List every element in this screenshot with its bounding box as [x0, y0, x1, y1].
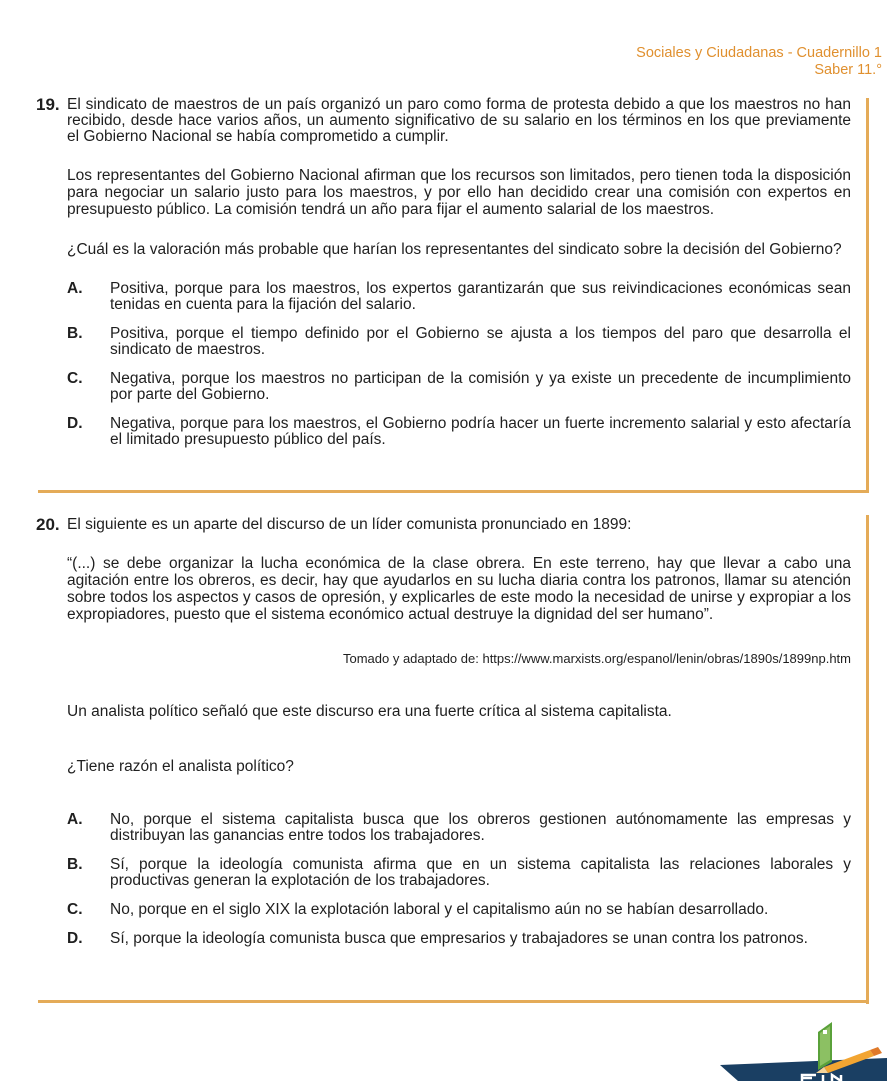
question-19-border-bottom: [38, 490, 869, 493]
option-text: No, porque en el siglo XIX la explotación laboral y el capitalismo aún no se habían desarrollado.: [110, 901, 769, 918]
question-19-option-c[interactable]: [67, 371, 851, 403]
option-letter: D.: [67, 930, 83, 947]
question-19-prompt: ¿Cuál es la valoración más probable que harían los representantes del sindicato sobre la decisión del Gobierno?: [67, 241, 842, 258]
option-text: No, porque el sistema capitalista busca que los obreros gestionen autónomamente las empresas y distribuyan las ganancias entre todos los trabajadores.: [110, 811, 851, 844]
question-20-border-bottom: [38, 1000, 869, 1003]
option-letter: A.: [67, 811, 83, 828]
question-19-option-b[interactable]: [67, 326, 851, 358]
question-19: [36, 95, 869, 448]
question-19-option-a[interactable]: [67, 281, 851, 313]
option-text: Sí, porque la ideología comunista busca que empresarios y trabajadores se unan contra los patronos.: [110, 930, 808, 947]
question-20-number: 20.: [36, 515, 60, 534]
question-19-context: Los representantes del Gobierno Nacional afirman que los recursos son limitados, pero tienen toda la disposición para negociar un salario justo para los maestros, y por ello han decidido crear una comisión con expertos en presupuesto público. La comisión tendrá un año para fijar el aumento salarial de los maestros.: [67, 167, 851, 218]
option-text: Negativa, porque para los maestros, el Gobierno podría hacer un fuerte incremento salarial y esto afectaría el limitado presupuesto público del país.: [110, 415, 851, 448]
question-20-option-d[interactable]: [67, 931, 851, 947]
fin-book-pencil-icon: [720, 1020, 887, 1081]
header-exam: Saber 11.°: [814, 62, 882, 78]
option-text: Sí, porque la ideología comunista afirma que en un sistema capitalista las relaciones laborales y productivas generan la explotación de los trabajadores.: [110, 856, 851, 889]
option-letter: C.: [67, 370, 83, 387]
option-letter: B.: [67, 856, 83, 873]
question-20-stem: El siguiente es un aparte del discurso de un líder comunista pronunciado en 1899:: [67, 516, 632, 533]
option-text: Positiva, porque el tiempo definido por el Gobierno se ajusta a los tiempos del paro que desarrolla el sindicato de maestros.: [110, 325, 851, 358]
question-19-border-right: [866, 98, 869, 492]
option-text: Negativa, porque los maestros no participan de la comisión y ya existe un precedente de incumplimiento por parte del Gobierno.: [110, 370, 851, 403]
question-20: [36, 515, 869, 947]
question-19-number: 19.: [36, 95, 60, 114]
question-19-option-d[interactable]: [67, 416, 851, 448]
question-20-option-c[interactable]: [67, 902, 851, 918]
question-20-quote: “(...) se debe organizar la lucha económica de la clase obrera. En este terreno, hay que llevar a cabo una agitación entre los obreros, es decir, hay que ayudarlos en su lucha diaria contra los patronos, llamar su atención sobre todos los aspectos y casos de opresión, y explicarles de este modo la necesidad de unirse y expropiar a los expropiadores, puesto que el sistema económico actual destruye la dignidad del ser humano”.: [67, 555, 851, 623]
option-letter: B.: [67, 325, 83, 342]
question-20-source: Tomado y adaptado de: https://www.marxists.org/espanol/lenin/obras/1890s/1899np.htm: [342, 651, 851, 666]
question-20-prompt: ¿Tiene razón el analista político?: [67, 758, 294, 775]
header-subject: Sociales y Ciudadanas - Cuadernillo 1: [636, 45, 882, 61]
question-19-stem: El sindicato de maestros de un país organizó un paro como forma de protesta debido a que los maestros no han recibido, desde hace varios años, un aumento significativo de su salario en los términos en los que previamente el Gobierno Nacional se había comprometido a cumplir.: [67, 96, 851, 145]
option-letter: C.: [67, 901, 83, 918]
question-20-option-b[interactable]: [67, 857, 851, 889]
question-20-option-a[interactable]: [67, 812, 851, 844]
question-20-border-right: [866, 515, 869, 1004]
question-20-context: Un analista político señaló que este discurso era una fuerte crítica al sistema capitalista.: [67, 703, 672, 720]
option-text: Positiva, porque para los maestros, los expertos garantizarán que sus reivindicaciones económicas sean tenidas en cuenta para la fijación del salario.: [110, 280, 851, 313]
option-letter: A.: [67, 280, 83, 297]
option-letter: D.: [67, 415, 83, 432]
page-header: [636, 45, 882, 79]
logo-book-dot: [823, 1030, 827, 1034]
